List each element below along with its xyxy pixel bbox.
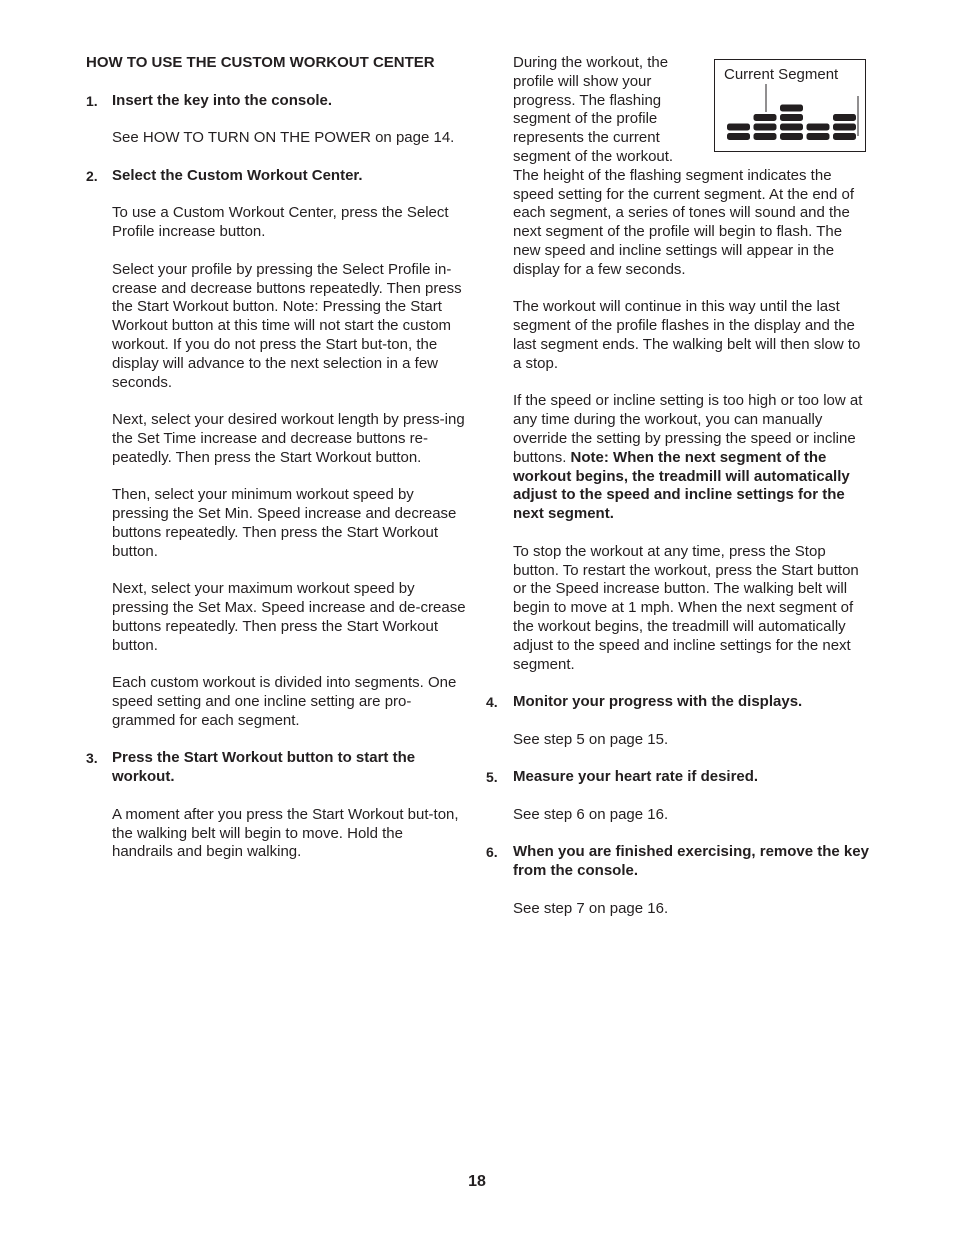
note-text: Note: When the next segment of the workout begins, the treadmill will automatically adjust to the speed and incline settings for the next segment. (513, 448, 850, 523)
paragraph: See step 5 on page 15. (513, 730, 669, 748)
profile-segment-bar (754, 133, 777, 140)
paragraph: Next, select your maximum workout speed by pressing the Set Max. Speed increase and de-crease buttons repeatedly. Then press the Start Workout button. (112, 580, 466, 654)
paragraph-text: If the speed or incline setting is too high or too low at any time during the workout, you can manually override the setting by pressing the speed or incline buttons. (513, 392, 863, 466)
step-number: 5. (486, 769, 498, 786)
step-4 (486, 693, 869, 749)
step-number: 3. (86, 750, 98, 767)
step-number: 4. (486, 694, 498, 711)
step-title: Monitor your progress with the displays. (513, 693, 803, 711)
step-title: Press the Start Workout button to start the workout. (112, 749, 416, 786)
step-title: Select the Custom Workout Center. (112, 166, 363, 184)
profile-segment-bar (780, 105, 803, 112)
profile-segment-bar (833, 124, 856, 131)
profile-segment-bar (727, 133, 750, 140)
profile-segment-bar (727, 124, 750, 131)
profile-segment-bar (833, 133, 856, 140)
paragraph: The workout will continue in this way until the last segment of the profile flashes in the display and the last segment ends. The walking belt will then slow to a stop. (513, 298, 861, 372)
figure-label: Current Segment (724, 66, 839, 83)
right-column (486, 54, 869, 937)
paragraph: Each custom workout is divided into segments. One speed setting and one incline setting are pro-grammed for each segment. (112, 674, 457, 729)
paragraph: A moment after you press the Start Workout but-ton, the walking belt will begin to move. Hold the handrails and begin walking. (112, 805, 459, 861)
step-5 (486, 768, 869, 824)
section-heading: HOW TO USE THE CUSTOM WORKOUT CENTER (86, 54, 435, 71)
profile-segment-bar (754, 114, 777, 121)
profile-segment-bar (807, 133, 830, 140)
profile-bars (727, 105, 856, 141)
paragraph: The height of the flashing segment indicates the speed setting for the current segment. At the end of each segment, a series of tones will sound and the next segment of the profile will begin to flash. The new speed and incline settings will appear in the display for a few seconds. (513, 166, 855, 278)
paragraph: To use a Custom Workout Center, press the Select Profile increase button. (112, 204, 449, 241)
paragraph: Next, select your desired workout length by press-ing the Set Time increase and decrease buttons re-peatedly. Then press the Start Workout button. (112, 411, 465, 466)
step-number: 2. (86, 167, 98, 184)
paragraph: Then, select your minimum workout speed by pressing the Set Min. Speed increase and decrease buttons repeatedly. Then press the Start Workout button. (112, 486, 457, 560)
step-3 (86, 749, 468, 862)
step-number: 6. (486, 844, 498, 861)
profile-segment-bar (780, 124, 803, 131)
profile-segment-bar (754, 124, 777, 131)
step-number: 1. (86, 92, 98, 109)
step-title: Insert the key into the console. (112, 91, 333, 109)
paragraph (513, 392, 869, 524)
paragraph: See HOW TO TURN ON THE POWER on page 14. (112, 129, 455, 147)
step-2 (86, 167, 468, 731)
profile-display-graphic (715, 60, 867, 153)
left-column (86, 54, 468, 881)
paragraph: See step 7 on page 16. (513, 899, 669, 917)
step-6 (486, 843, 869, 918)
paragraph: To stop the workout at any time, press the Stop button. To restart the workout, press the Start button or the Speed increase button. The walking belt will begin to move at 1 mph. When the next segment of the workout begins, the treadmill will automatically adjust to the speed and incline settings for the next segment. (513, 542, 859, 673)
profile-segment-bar (833, 114, 856, 121)
paragraph: Select your profile by pressing the Select Profile in-crease and decrease buttons repeatedly. Then press the Start Workout button. Note: Pressing the Start Workout button at this time will not start the custom workout. If you do not press the Start but-ton, the display will advance to the next selection in a few seconds. (112, 260, 462, 391)
profile-segment-bar (807, 124, 830, 131)
page-number: 18 (468, 1173, 486, 1190)
step-1 (86, 92, 468, 148)
profile-segment-bar (780, 133, 803, 140)
paragraph: See step 6 on page 16. (513, 805, 669, 823)
step-title: When you are finished exercising, remove the key from the console. (513, 843, 869, 880)
profile-segment-bar (780, 114, 803, 121)
intro-paragraph: During the workout, the profile will show your progress. The flashing segment of the profile represents the current segment of the workout. (513, 54, 674, 165)
profile-display-figure (714, 59, 866, 152)
step-title: Measure your heart rate if desired. (513, 768, 759, 786)
